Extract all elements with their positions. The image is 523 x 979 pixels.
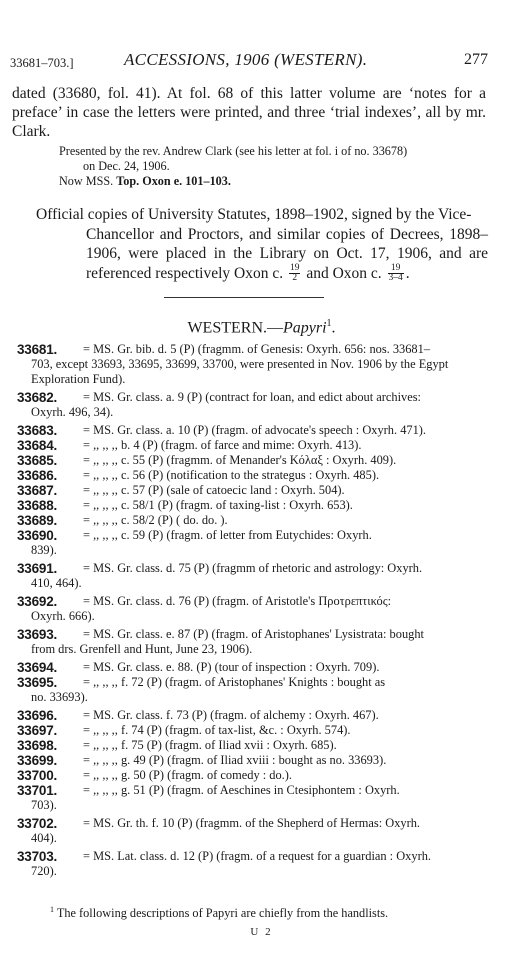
entry-number: 33700.: [17, 768, 58, 783]
entry-number: 33701.: [17, 783, 58, 798]
entry-text: = ,, ,, ,, g. 51 (P) (fragm. of Aeschines in Ctesiphontem : Oxyrh.: [83, 783, 400, 797]
entry-number: 33697.: [17, 723, 58, 738]
footnote: [50, 905, 490, 921]
entry-continuation: 703, except 33693, 33695, 33699, 33700, were presented in Nov. 1906 by the Egypt Exploration Fund).: [31, 357, 449, 386]
entry-list: [17, 342, 487, 879]
entry-text: = ,, ,, ,, c. 57 (P) (sale of catoecic land : Oxyrh. 504).: [83, 483, 345, 497]
entry-text: = ,, ,, ,, g. 50 (P) (fragm. of comedy : do.).: [83, 768, 292, 782]
entry-continuation: 703).: [31, 798, 57, 812]
entry-33703: [17, 849, 487, 879]
entry-33682: [17, 390, 487, 420]
entry-text: = ,, ,, ,, f. 75 (P) (fragm. of Iliad xvii : Oxyrh. 685).: [83, 738, 337, 752]
entry-text: = ,, ,, ,, c. 58/2 (P) ( do. do. ).: [83, 513, 228, 527]
running-header: [10, 50, 488, 72]
entry-number: 33694.: [17, 660, 58, 675]
entry-33692: [17, 594, 487, 624]
entry-number: 33681.: [17, 342, 58, 357]
entry-33684: [17, 438, 487, 453]
section-title-suffix: .: [331, 319, 336, 337]
entry-continuation: Oxyrh. 666).: [31, 609, 95, 623]
entry-33689: [17, 513, 487, 528]
entry-33688: [17, 498, 487, 513]
entry-continuation: 839).: [31, 543, 57, 557]
entry-number: 33688.: [17, 498, 58, 513]
entry-33697: [17, 723, 487, 738]
section-divider: [164, 297, 324, 298]
entry-text: = ,, ,, ,, c. 55 (P) (fragmm. of Menander's Κόλαξ : Oxyrh. 409).: [83, 453, 397, 467]
entry-number: 33703.: [17, 849, 58, 864]
entry-number: 33683.: [17, 423, 58, 438]
entry-text: = MS. Gr. class. d. 76 (P) (fragm. of Aristotle's Προτρεπτικός:: [83, 594, 392, 608]
entry-number: 33693.: [17, 627, 58, 642]
entry-text: = ,, ,, ,, f. 74 (P) (fragm. of tax-list, &c. : Oxyrh. 574).: [83, 723, 351, 737]
shelfmark-prefix: Now MSS.: [59, 173, 117, 188]
official-middle: and Oxon c.: [302, 264, 382, 282]
fraction-1-denominator: 2: [292, 273, 298, 284]
presentation-note: [59, 144, 489, 188]
entry-33694: [17, 660, 487, 675]
official-first-line: Official copies of University Statutes, 1898–1902, signed by the Vice-: [36, 206, 472, 223]
entry-continuation: 410, 464).: [31, 576, 82, 590]
entry-number: 33682.: [17, 390, 58, 405]
entry-number: 33685.: [17, 453, 58, 468]
signature-mark: U 2: [250, 926, 273, 938]
entry-text: = MS. Gr. class. f. 73 (P) (fragm. of alchemy : Oxyrh. 467).: [83, 708, 379, 722]
entry-continuation: Oxyrh. 496, 34).: [31, 405, 114, 419]
entry-33698: [17, 738, 487, 753]
entry-text: = ,, ,, ,, c. 58/1 (P) (fragm. of taxing-list : Oxyrh. 653).: [83, 498, 353, 512]
header-range: 33681–703.]: [10, 56, 74, 70]
fraction-1-numerator: 19: [289, 263, 300, 274]
official-copies-paragraph: [36, 205, 488, 283]
entry-number: 33686.: [17, 468, 58, 483]
entry-text: = MS. Gr. bib. d. 5 (P) (fragmm. of Genesis: Oxyrh. 656: nos. 33681–: [83, 342, 431, 356]
entry-33683: [17, 423, 487, 438]
entry-33690: [17, 528, 487, 558]
entry-text: = MS. Gr. class. d. 75 (P) (fragmm of rhetoric and astrology: Oxyrh.: [83, 561, 423, 575]
entry-number: 33696.: [17, 708, 58, 723]
entry-text: = ,, ,, ,, f. 72 (P) (fragm. of Aristophanes' Knights : bought as: [83, 675, 386, 689]
section-title-text: WESTERN.—: [187, 319, 283, 337]
entry-text: = ,, ,, ,, c. 59 (P) (fragm. of letter from Eutychides: Oxyrh.: [83, 528, 372, 542]
entry-33691: [17, 561, 487, 591]
entry-text: = MS. Lat. class. d. 12 (P) (fragm. of a request for a guardian : Oxyrh.: [83, 849, 431, 863]
entry-number: 33692.: [17, 594, 58, 609]
entry-33695: [17, 675, 487, 705]
footnote-mark: 1: [50, 905, 54, 914]
official-rest-text: Chancellor and Proctors, and similar copies of Decrees, 1898–1906, were placed in the Library on Oct. 17, 1906, and are referenced respectively Oxon c.: [86, 225, 488, 282]
entry-33693: [17, 627, 487, 657]
entry-33701: [17, 783, 487, 813]
entry-number: 33695.: [17, 675, 58, 690]
shelfmark: Top. Oxon e. 101–103.: [116, 173, 231, 188]
section-title-italic: Papyri: [283, 319, 327, 337]
footnote-text: The following descriptions of Papyri are chiefly from the handlists.: [54, 906, 389, 921]
entry-33685: [17, 453, 487, 468]
fraction-1: [289, 264, 301, 283]
entry-number: 33702.: [17, 816, 58, 831]
entry-33699: [17, 753, 487, 768]
entry-number: 33687.: [17, 483, 58, 498]
entry-continuation: from drs. Grenfell and Hunt, June 23, 1906).: [31, 642, 253, 656]
entry-number: 33690.: [17, 528, 58, 543]
entry-text: = MS. Gr. class. a. 10 (P) (fragm. of advocate's speech : Oxyrh. 471).: [83, 423, 426, 437]
presentation-line-1: Presented by the rev. Andrew Clark (see his letter at fol. i of no. 33678): [59, 144, 408, 158]
entry-text: = MS. Gr. class. e. 87 (P) (fragm. of Aristophanes' Lysistrata: bought: [83, 627, 424, 641]
entry-number: 33699.: [17, 753, 58, 768]
entry-text: = ,, ,, ,, g. 49 (P) (fragm. of Iliad xviii : bought as no. 33693).: [83, 753, 387, 767]
entry-continuation: 404).: [31, 831, 57, 845]
shelfmark-line: [59, 174, 489, 189]
entry-33687: [17, 483, 487, 498]
entry-33702: [17, 816, 487, 846]
official-rest: [36, 225, 488, 284]
footnote-ref: 1: [326, 318, 332, 329]
section-title: [0, 318, 523, 337]
entry-text: = MS. Gr. class. e. 88. (P) (tour of inspection : Oxyrh. 709).: [83, 660, 380, 674]
page-number: 277: [464, 51, 488, 68]
entry-number: 33691.: [17, 561, 58, 576]
fraction-2-numerator: 19: [388, 264, 404, 274]
fraction-2: [388, 264, 404, 283]
entry-number: 33689.: [17, 513, 58, 528]
entry-33696: [17, 708, 487, 723]
entry-33686: [17, 468, 487, 483]
entry-33700: [17, 768, 487, 783]
entry-text: = ,, ,, ,, b. 4 (P) (fragm. of farce and mime: Oxyrh. 413).: [83, 438, 362, 452]
entry-number: 33698.: [17, 738, 58, 753]
continuation-paragraph: dated (33680, fol. 41). At fol. 68 of this latter volume are ‘notes for a preface’ in case the letters were printed, and three ‘trial indexes’, all by mr. Clark.: [12, 85, 486, 140]
entry-text: = MS. Gr. th. f. 10 (P) (fragmm. of the Shepherd of Hermas: Oxyrh.: [83, 816, 421, 830]
fraction-2-denominator: 3–4: [388, 273, 403, 284]
official-end: .: [405, 264, 410, 282]
entry-number: 33684.: [17, 438, 58, 453]
entry-text: = MS. Gr. class. a. 9 (P) (contract for loan, and edict about archives:: [83, 390, 421, 404]
presentation-line-2: on Dec. 24, 1906.: [83, 158, 170, 173]
entry-33681: [17, 342, 487, 387]
entry-continuation: 720).: [31, 864, 57, 878]
entry-text: = ,, ,, ,, c. 56 (P) (notification to the strategus : Oxyrh. 485).: [83, 468, 380, 482]
entry-continuation: no. 33693).: [31, 690, 88, 704]
header-title: ACCESSIONS, 1906 (WESTERN).: [124, 50, 368, 69]
